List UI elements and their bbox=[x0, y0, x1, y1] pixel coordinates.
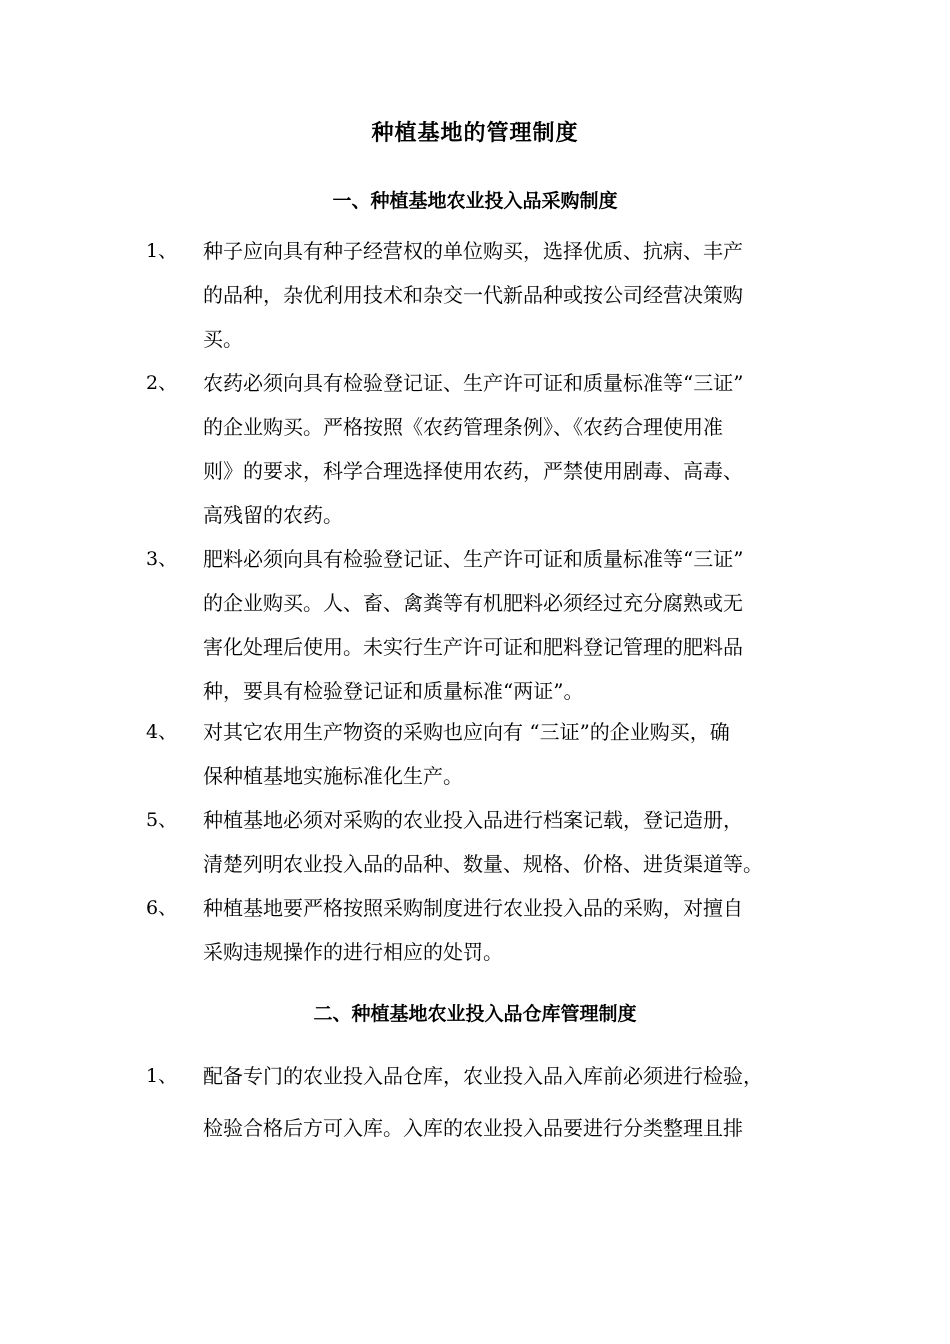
item-text-line: 买。 bbox=[203, 327, 243, 351]
item-text-line: 肥料必须向具有检验登记证、生产许可证和质量标准等“三证” bbox=[203, 547, 744, 571]
item-text-line: 则》的要求，科学合理选择使用农药，严禁使用剧毒、高毒、 bbox=[203, 459, 743, 483]
item-text-line: 的品种，杂优利用技术和杂交一代新品种或按公司经营决策购 bbox=[203, 283, 743, 307]
item-text-line: 农药必须向具有检验登记证、生产许可证和质量标准等“三证” bbox=[203, 371, 744, 395]
item-text-line: 对其它农用生产物资的采购也应向有 “三证”的企业购买，确 bbox=[203, 720, 730, 744]
item-text-line: 的企业购买。严格按照《农药管理条例》、《农药合理使用准 bbox=[203, 415, 723, 439]
document-title: 种植基地的管理制度 bbox=[371, 121, 579, 146]
item-text-line: 高残留的农药。 bbox=[203, 503, 343, 527]
item-text-line: 种子应向具有种子经营权的单位购买，选择优质、抗病、丰产 bbox=[203, 239, 743, 263]
item-text-line: 采购违规操作的进行相应的处罚。 bbox=[203, 940, 503, 964]
item-number: 1、 bbox=[146, 1065, 178, 1087]
item-text-line: 种植基地要严格按照采购制度进行农业投入品的采购，对擅自 bbox=[203, 896, 743, 920]
item-number: 1、 bbox=[146, 240, 178, 262]
item-text-line: 检验合格后方可入库。入库的农业投入品要进行分类整理且排 bbox=[203, 1116, 743, 1140]
item-number: 4、 bbox=[146, 721, 178, 743]
item-text-line: 配备专门的农业投入品仓库，农业投入品入库前必须进行检验， bbox=[203, 1064, 763, 1088]
item-text-line: 种植基地必须对采购的农业投入品进行档案记载，登记造册， bbox=[203, 808, 743, 832]
item-text-line: 保种植基地实施标准化生产。 bbox=[203, 764, 463, 788]
item-text-line: 害化处理后使用。未实行生产许可证和肥料登记管理的肥料品 bbox=[203, 635, 743, 659]
item-text-line: 种，要具有检验登记证和质量标准“两证”。 bbox=[203, 679, 584, 703]
item-number: 2、 bbox=[146, 372, 178, 394]
item-text-line: 的企业购买。人、畜、禽粪等有机肥料必须经过充分腐熟或无 bbox=[203, 591, 743, 615]
section-heading-2: 二、种植基地农业投入品仓库管理制度 bbox=[313, 1003, 637, 1025]
section-heading-1: 一、种植基地农业投入品采购制度 bbox=[332, 190, 618, 212]
item-number: 5、 bbox=[146, 809, 178, 831]
item-number: 3、 bbox=[146, 548, 178, 570]
item-number: 6、 bbox=[146, 897, 178, 919]
item-text-line: 清楚列明农业投入品的品种、数量、规格、价格、进货渠道等。 bbox=[203, 852, 763, 876]
